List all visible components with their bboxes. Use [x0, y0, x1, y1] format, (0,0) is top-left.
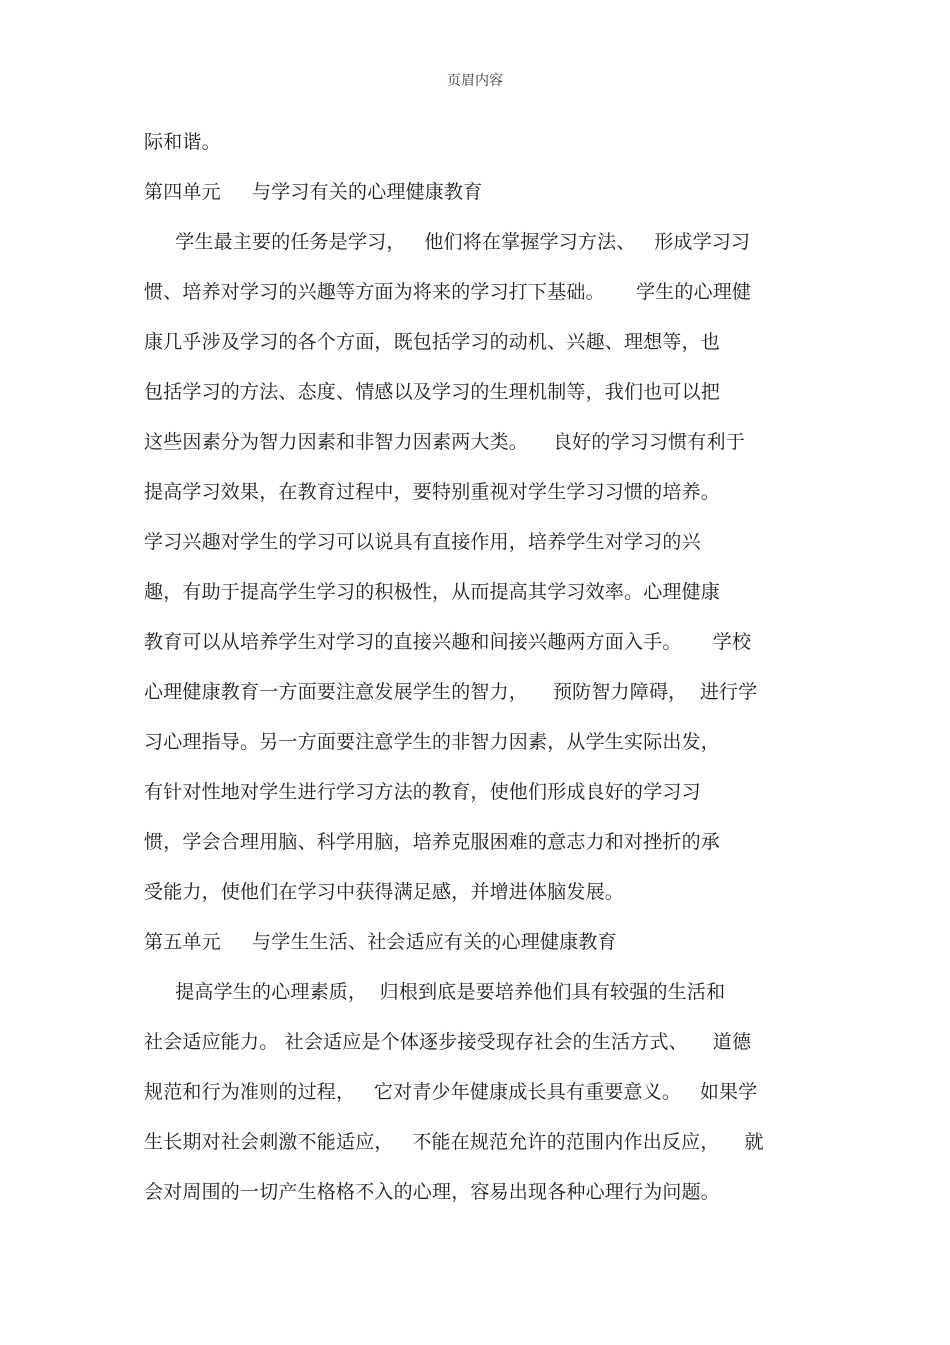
- page-header: 页眉内容: [447, 73, 503, 89]
- text-line: 生长期对社会刺激不能适应， 不能在规范允许的范围内作出反应， 就: [144, 1131, 764, 1153]
- section-heading-unit-4: 第四单元 与学习有关的心理健康教育: [144, 181, 483, 203]
- text-line: 惯，学会合理用脑、科学用脑，培养克服困难的意志力和对挫折的承: [144, 831, 721, 853]
- text-line: 会对周围的一切产生格格不入的心理，容易出现各种心理行为问题。: [144, 1181, 721, 1203]
- section-heading-unit-5: 第五单元 与学生生活、社会适应有关的心理健康教育: [144, 931, 617, 953]
- text-line: 学生最主要的任务是学习， 他们将在掌握学习方法、 形成学习习: [144, 231, 751, 253]
- text-line: 际和谐。: [144, 131, 221, 153]
- text-line: 社会适应能力。 社会适应是个体逐步接受现存社会的生活方式、 道德: [144, 1031, 752, 1053]
- text-line: 规范和行为准则的过程， 它对青少年健康成长具有重要意义。 如果学: [144, 1081, 758, 1103]
- text-line: 习心理指导。另一方面要注意学生的非智力因素，从学生实际出发，: [144, 731, 721, 753]
- text-line: 提高学生的心理素质， 归根到底是要培养他们具有较强的生活和: [144, 981, 726, 1003]
- text-line: 教育可以从培养学生对学习的直接兴趣和间接兴趣两方面入手。 学校: [144, 631, 752, 653]
- text-line: 康几乎涉及学习的各个方面，既包括学习的动机、兴趣、理想等，也: [144, 331, 721, 353]
- text-line: 趣，有助于提高学生学习的积极性，从而提高其学习效率。心理健康: [144, 581, 721, 603]
- text-line: 学习兴趣对学生的学习可以说具有直接作用，培养学生对学习的兴: [144, 531, 701, 553]
- text-line: 提高学习效果，在教育过程中，要特别重视对学生学习习惯的培养。: [144, 481, 721, 503]
- text-line: 有针对性地对学生进行学习方法的教育，使他们形成良好的学习习: [144, 781, 701, 803]
- document-body: [144, 124, 824, 1224]
- text-line: 受能力，使他们在学习中获得满足感，并增进体脑发展。: [144, 881, 625, 903]
- text-line: 惯、培养对学习的兴趣等方面为将来的学习打下基础。 学生的心理健: [144, 281, 752, 303]
- text-line: 这些因素分为智力因素和非智力因素两大类。 良好的学习习惯有利于: [144, 431, 745, 453]
- text-line: 包括学习的方法、态度、情感以及学习的生理机制等，我们也可以把: [144, 381, 721, 403]
- text-line: 心理健康教育一方面要注意发展学生的智力， 预防智力障碍， 进行学: [144, 681, 758, 703]
